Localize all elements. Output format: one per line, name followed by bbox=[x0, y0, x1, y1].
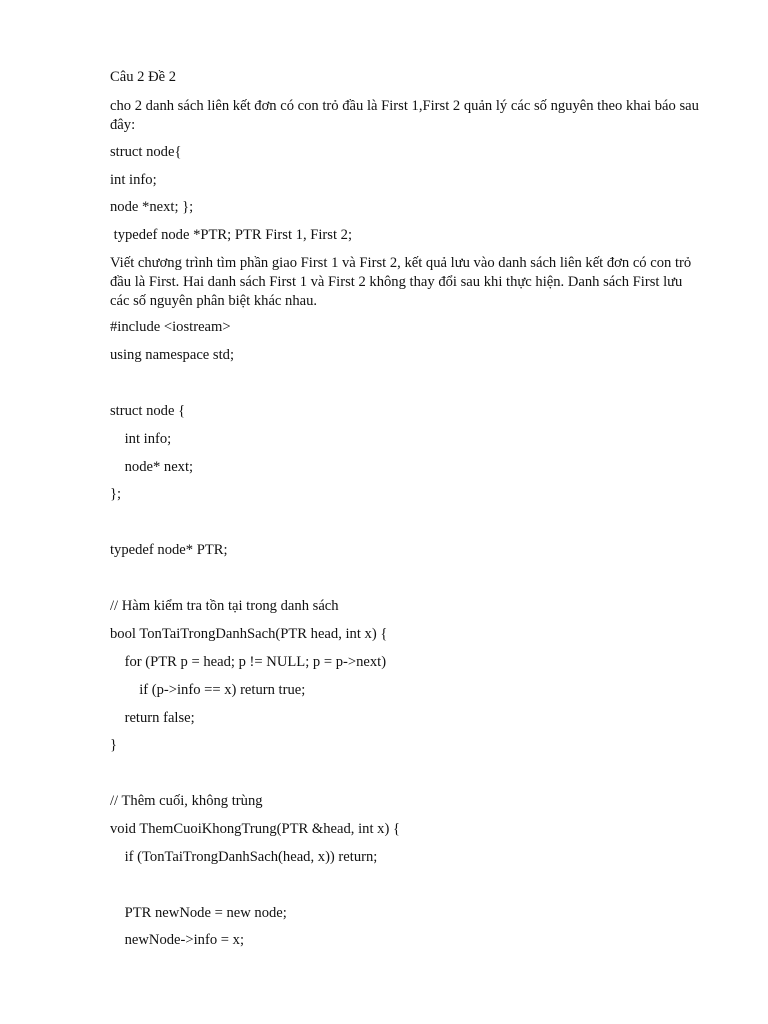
code-line: typedef node* PTR; bbox=[110, 542, 228, 558]
problem-task: Viết chương trình tìm phần giao First 1 và First 2, kết quả lưu vào danh sách liên kết đơn có con trỏ đầu là First. Hai danh sách First 1 và First 2 không thay đổi sau khi thực hiện. Danh sách First lưu các số nguyên phân biệt khác nhau. bbox=[110, 255, 695, 309]
code-line: newNode->info = x; bbox=[110, 932, 244, 948]
code-comment: // Hàm kiểm tra tồn tại trong danh sách bbox=[110, 598, 339, 614]
code-line: return false; bbox=[110, 710, 195, 726]
code-line: if (TonTaiTrongDanhSach(head, x)) return; bbox=[110, 849, 378, 865]
code-line: using namespace std; bbox=[110, 347, 235, 363]
code-line: #include <iostream> bbox=[110, 319, 231, 335]
code-line: }; bbox=[110, 486, 122, 502]
decl-line: int info; bbox=[110, 172, 157, 188]
code-line: struct node { bbox=[110, 403, 186, 419]
code-line: for (PTR p = head; p != NULL; p = p->next) bbox=[110, 654, 387, 670]
decl-line: node *next; }; bbox=[110, 199, 194, 215]
decl-line: typedef node *PTR; PTR First 1, First 2; bbox=[110, 227, 353, 243]
code-line: node* next; bbox=[110, 459, 194, 475]
decl-line: struct node{ bbox=[110, 144, 182, 160]
code-line: int info; bbox=[110, 431, 172, 447]
code-line: if (p->info == x) return true; bbox=[110, 682, 306, 698]
code-line: } bbox=[110, 737, 118, 753]
code-line: bool TonTaiTrongDanhSach(PTR head, int x) { bbox=[110, 626, 388, 642]
code-line: void ThemCuoiKhongTrung(PTR &head, int x) { bbox=[110, 821, 400, 837]
problem-intro: cho 2 danh sách liên kết đơn có con trỏ đầu là First 1,First 2 quản lý các số nguyên theo khai báo sau đây: bbox=[110, 98, 703, 133]
code-comment: // Thêm cuối, không trùng bbox=[110, 793, 263, 809]
document-title: Câu 2 Đề 2 bbox=[110, 69, 177, 85]
code-line: PTR newNode = new node; bbox=[110, 905, 287, 921]
